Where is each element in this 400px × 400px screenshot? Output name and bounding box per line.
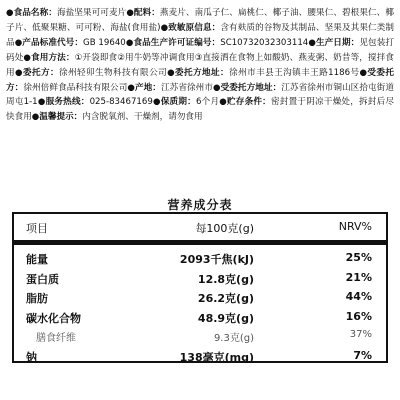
info-client [15, 68, 167, 78]
info-standard-code [15, 38, 126, 48]
nutrition-row-fat [14, 287, 386, 307]
nutrient-name: 钠 [26, 350, 37, 364]
info-label: 温馨提示： [39, 112, 83, 123]
info-hotline [38, 97, 153, 107]
info-value: 徐州倍鲜食品科技有限公司 [23, 82, 128, 93]
info-shelf-life [153, 97, 219, 107]
info-label: 食品生产许可证编号： [133, 37, 221, 48]
nutrition-row-carbohydrate [14, 307, 386, 327]
nutrient-name: 碳水化合物 [26, 311, 81, 325]
info-value: 内含脱氧剂、干燥剂，请勿食用 [82, 112, 203, 123]
nutrition-row-protein [14, 268, 386, 288]
nutrition-table-header [14, 214, 386, 245]
header-per-100g: 每100克(g) [195, 222, 254, 235]
nutrient-amount: 2093千焦(kJ) [179, 253, 254, 266]
bullet: ● [152, 97, 161, 108]
info-label: 产品标准代号： [22, 37, 84, 48]
info-label: 食品名称： [13, 8, 57, 18]
info-origin [127, 83, 213, 93]
bullet: ● [308, 37, 316, 48]
nutrient-nrv: 7% [353, 348, 372, 362]
bullet: ● [23, 52, 32, 63]
nutrition-table-title: 营养成分表 [167, 198, 233, 212]
nutrient-nrv: 44% [345, 290, 372, 303]
nutrient-nrv: 21% [345, 270, 372, 284]
header-item: 项目 [26, 222, 48, 235]
info-label: 贮存条件： [226, 97, 271, 108]
info-value: 徐州市丰县王沟镇丰王路1186号 [229, 67, 360, 78]
bullet: ● [167, 67, 176, 78]
nutrient-amount: 138毫克(mg) [179, 350, 254, 364]
info-value: 海盐坚果可可麦片 [56, 8, 127, 18]
nutrient-name: 蛋白质 [26, 272, 59, 286]
bullet: ● [160, 22, 169, 33]
nutrition-rows [14, 245, 386, 365]
info-food-name [6, 8, 126, 18]
nutrient-name: 脂肪 [26, 292, 48, 305]
bullet: ● [359, 67, 368, 78]
info-value: 密封置于阴凉干燥处，拆封后尽快食用 [6, 97, 394, 123]
bullet: ● [37, 97, 46, 108]
nutrition-row-fiber [14, 326, 386, 346]
bullet: ● [6, 8, 14, 18]
bullet: ● [15, 67, 23, 78]
nutrient-amount: 26.2克(g) [197, 292, 254, 305]
info-value: 见包装打码处 [6, 37, 394, 63]
nutrient-amount: 48.9克(g) [197, 311, 254, 325]
bullet: ● [125, 37, 134, 48]
nutrient-amount: 12.8克(g) [197, 272, 254, 286]
nutrient-name: 膳食纤维 [36, 333, 76, 344]
nutrient-nrv: 37% [349, 329, 372, 340]
bullet: ● [31, 112, 40, 123]
info-label: 生产日期： [315, 37, 360, 48]
info-client-address [167, 68, 359, 78]
bullet: ● [14, 37, 23, 48]
bullet: ● [127, 82, 135, 93]
info-label: 服务热线： [45, 97, 90, 108]
info-license [126, 38, 309, 48]
bullet: ● [219, 97, 227, 108]
info-label: 产地： [134, 82, 161, 93]
nutrition-table [12, 212, 388, 363]
nutrient-name: 能量 [26, 253, 48, 266]
nutrition-row-sodium [14, 346, 386, 366]
info-warning [32, 112, 203, 122]
bullet: ● [126, 8, 134, 18]
bullet: ● [213, 82, 221, 93]
info-value: 江苏省徐州市 [160, 82, 214, 93]
nutrient-amount: 9.3克(g) [213, 333, 254, 344]
info-label: 委托方地址： [175, 67, 230, 78]
info-value: 含有麸质的谷物及其制品、坚果及其果仁类制品 [6, 22, 394, 48]
info-label: 受委托方： [6, 67, 395, 93]
info-value: 6个月 [195, 97, 220, 108]
info-label: 受委托方地址： [220, 82, 282, 93]
info-value: 徐州轻卯生物科技有限公司 [58, 67, 168, 78]
info-value: 025-83467169 [89, 97, 153, 108]
info-label: 保质期： [160, 97, 196, 108]
info-label: 配料： [133, 8, 160, 18]
info-value: 燕麦片、南瓜子仁、扁桃仁、椰子油、腰果仁、碧根果仁、椰子片、低聚果糖、可可粉、海盐(食用盐) [6, 8, 394, 33]
header-nrv: NRV% [338, 220, 372, 233]
info-label: 致敏原信息： [168, 22, 221, 33]
info-value: SC10732032303114 [220, 37, 309, 48]
info-label: 委托方： [22, 67, 59, 78]
info-value: 江苏省徐州市铜山区拾屯街道周屯1-1 [6, 82, 394, 108]
nutrition-row-energy [14, 248, 386, 268]
nutrient-nrv: 16% [345, 309, 372, 323]
info-value: GB 19640 [83, 37, 126, 48]
ingredient-info-block [6, 6, 394, 125]
info-label: 食用方法： [31, 52, 75, 63]
info-value: ①开袋即食②用牛奶等冲调食用③直接洒在食物上如酸奶、燕麦粥、奶昔等，搅拌食用 [6, 52, 394, 78]
nutrient-nrv: 25% [345, 251, 372, 264]
